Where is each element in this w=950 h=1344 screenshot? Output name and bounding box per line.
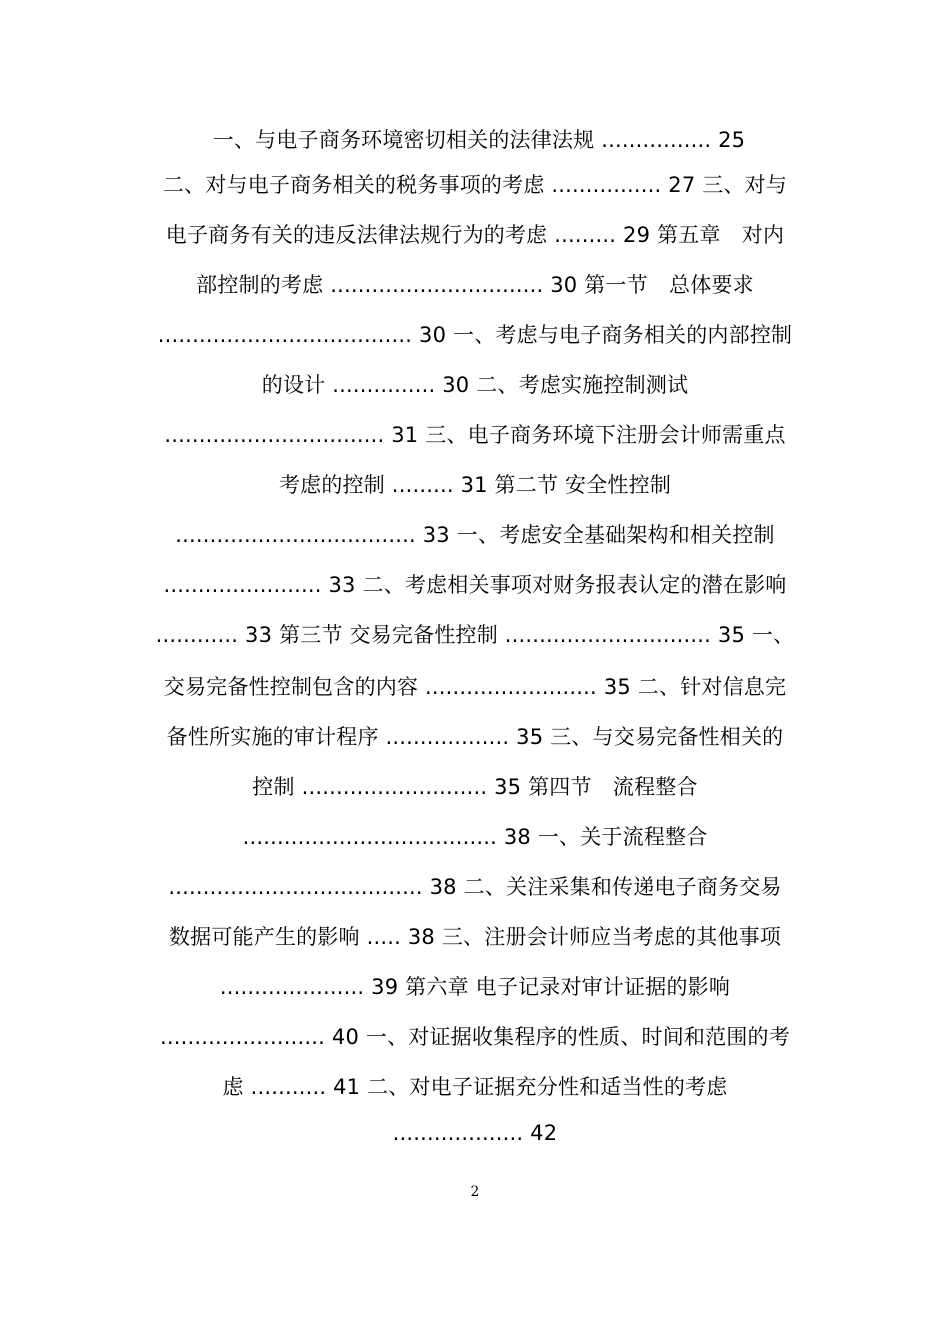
toc-line: ....................... 33 二、考虑相关事项对财务报表认定的潜在影响 <box>163 573 787 597</box>
toc-line: ............ 33 第三节 交易完备性控制 .............................. 35 一、 <box>155 623 795 647</box>
toc-line: 交易完备性控制包含的内容 ......................... 35 二、针对信息完 <box>163 675 787 699</box>
toc-line: 二、对与电子商务相关的税务事项的考虑 ................ 27 三、对与 <box>162 173 788 197</box>
toc-line: 考虑的控制 ......... 31 第二节 安全性控制 <box>278 473 672 497</box>
toc-line: 备性所实施的审计程序 .................. 35 三、与交易完备性相关的 <box>166 725 784 749</box>
toc-line: 一、与电子商务环境密切相关的法律法规 ................ 25 <box>212 128 746 152</box>
toc-line: 虑 ........... 41 二、对电子证据充分性和适当性的考虑 <box>222 1075 728 1099</box>
toc-line: 控制 ........................... 35 第四节 流程整合 <box>252 775 698 799</box>
toc-line: ..................... 39 第六章 电子记录对审计证据的影响 <box>219 975 731 999</box>
toc-line: ................................... 33 一、考虑安全基础架构和相关控制 <box>175 523 775 547</box>
toc-line: 数据可能产生的影响 ..... 38 三、注册会计师应当考虑的其他事项 <box>168 925 782 949</box>
toc-line: 的设计 ............... 30 二、考虑实施控制测试 <box>261 373 689 397</box>
toc-line: ..................................... 38 一、关于流程整合 <box>242 825 708 849</box>
toc-line: 电子商务有关的违反法律法规行为的考虑 ......... 29 第五章 对内 <box>165 223 785 247</box>
toc-line: 部控制的考虑 ............................... 30 第一节 总体要求 <box>196 273 754 297</box>
toc-line: ................................ 31 三、电子商务环境下注册会计师需重点 <box>164 423 786 447</box>
toc-line: ................... 42 <box>392 1121 558 1145</box>
toc-line: ........................ 40 一、对证据收集程序的性质、时间和范围的考 <box>160 1025 790 1049</box>
page-number: 2 <box>470 1184 480 1200</box>
toc-line: ..................................... 38 二、关注采集和传递电子商务交易 <box>168 875 782 899</box>
toc-line: ..................................... 30 一、考虑与电子商务相关的内部控制 <box>157 323 793 347</box>
